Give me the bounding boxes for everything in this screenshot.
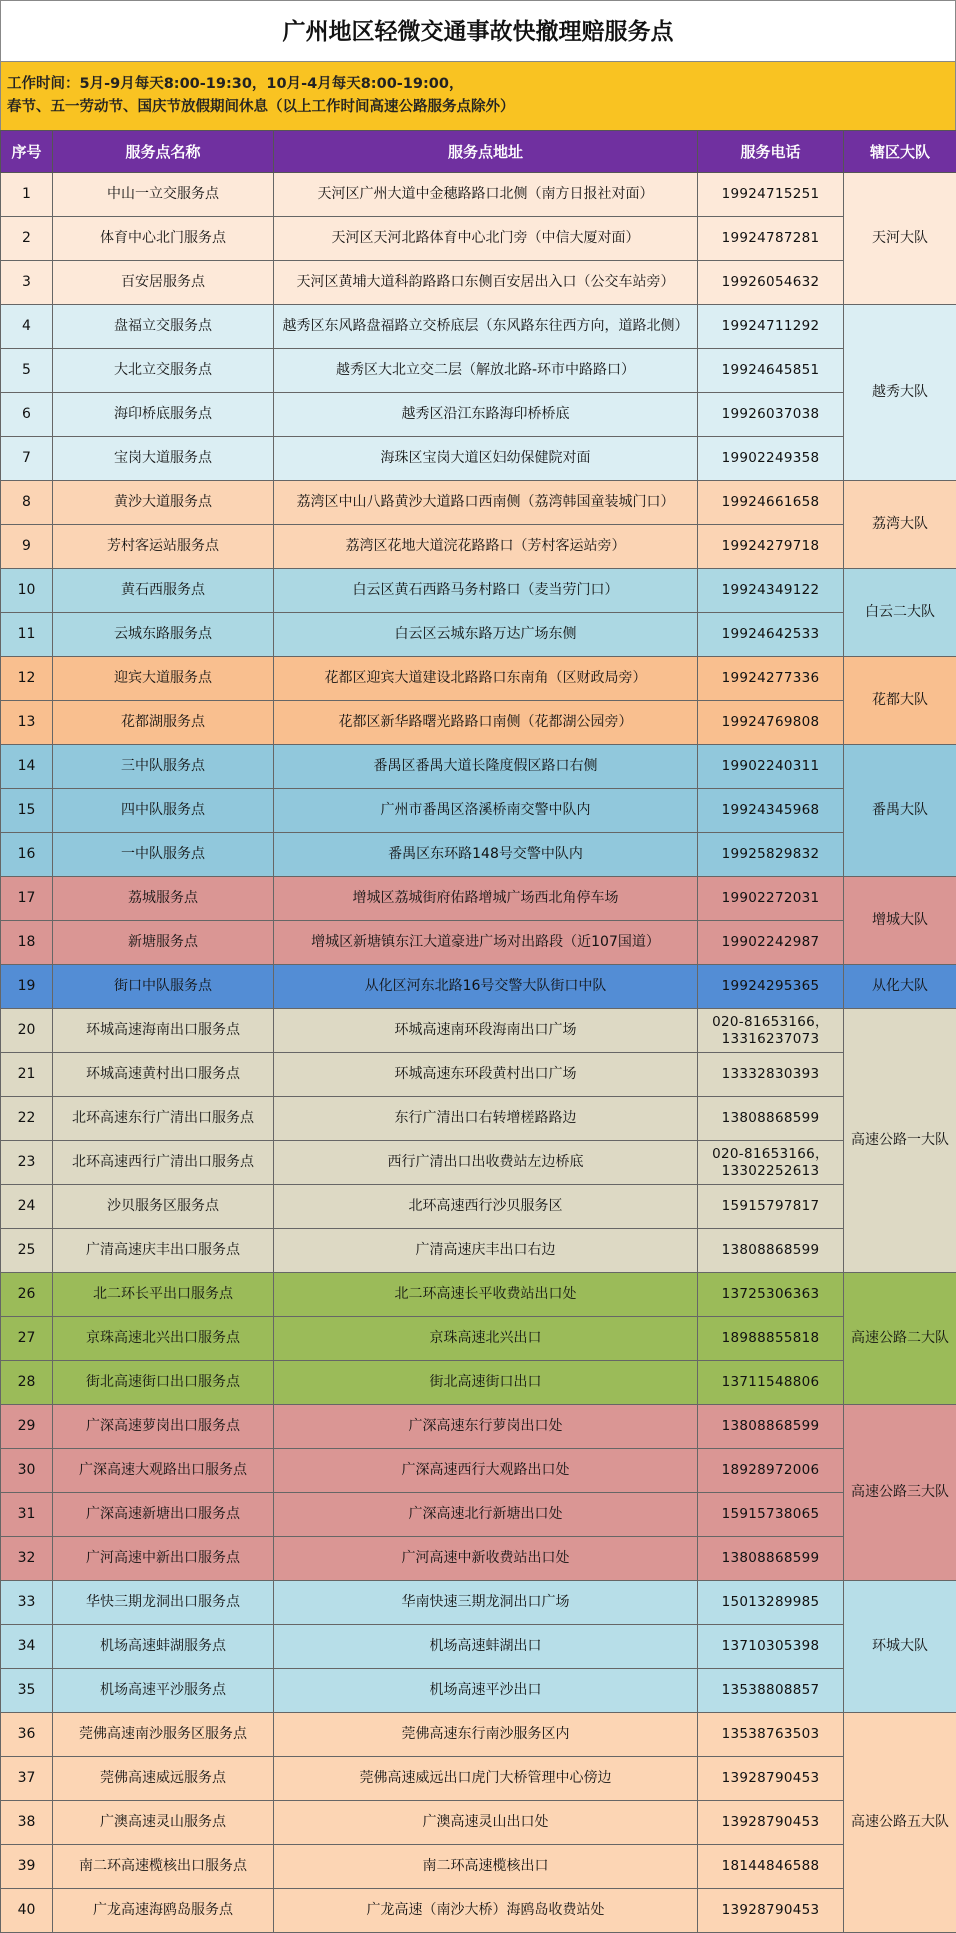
table-row — [1, 481, 956, 525]
service-point-name: 莞佛高速威远服务点 — [53, 1757, 274, 1801]
table-row — [1, 1757, 956, 1801]
table-row — [1, 569, 956, 613]
service-phone: 19902272031 — [698, 877, 844, 921]
service-phone: 19926037038 — [698, 393, 844, 437]
service-phone: 19924277336 — [698, 657, 844, 701]
district-team: 越秀大队 — [844, 305, 956, 481]
row-index: 8 — [1, 481, 53, 525]
row-index: 12 — [1, 657, 53, 701]
table-row — [1, 1009, 956, 1053]
service-point-address: 天河区天河北路体育中心北门旁（中信大厦对面） — [274, 217, 698, 261]
row-index: 16 — [1, 833, 53, 877]
page-title: 广州地区轻微交通事故快撤理赔服务点 — [0, 0, 956, 62]
service-point-address: 海珠区宝岗大道区妇幼保健院对面 — [274, 437, 698, 481]
table-row — [1, 1229, 956, 1273]
district-team: 荔湾大队 — [844, 481, 956, 569]
service-point-address: 机场高速蚌湖出口 — [274, 1625, 698, 1669]
service-phone: 19924349122 — [698, 569, 844, 613]
row-index: 37 — [1, 1757, 53, 1801]
service-point-name: 体育中心北门服务点 — [53, 217, 274, 261]
service-point-name: 宝岗大道服务点 — [53, 437, 274, 481]
service-point-address: 广深高速西行大观路出口处 — [274, 1449, 698, 1493]
district-team: 天河大队 — [844, 173, 956, 305]
row-index: 10 — [1, 569, 53, 613]
service-phone: 13538763503 — [698, 1713, 844, 1757]
row-index: 17 — [1, 877, 53, 921]
row-index: 32 — [1, 1537, 53, 1581]
table-row — [1, 1537, 956, 1581]
service-point-address: 花都区新华路曙光路路口南侧（花都湖公园旁） — [274, 701, 698, 745]
service-phone: 13710305398 — [698, 1625, 844, 1669]
service-point-name: 街北高速街口出口服务点 — [53, 1361, 274, 1405]
table-row — [1, 261, 956, 305]
service-phone: 13808868599 — [698, 1537, 844, 1581]
service-point-name: 一中队服务点 — [53, 833, 274, 877]
row-index: 40 — [1, 1889, 53, 1933]
service-point-name: 莞佛高速南沙服务区服务点 — [53, 1713, 274, 1757]
service-point-name: 盘福立交服务点 — [53, 305, 274, 349]
service-point-name: 北二环长平出口服务点 — [53, 1273, 274, 1317]
table-row — [1, 305, 956, 349]
service-point-name: 中山一立交服务点 — [53, 173, 274, 217]
service-point-address: 莞佛高速东行南沙服务区内 — [274, 1713, 698, 1757]
service-point-name: 四中队服务点 — [53, 789, 274, 833]
table-row — [1, 745, 956, 789]
service-phone: 18144846588 — [698, 1845, 844, 1889]
table-row — [1, 437, 956, 481]
service-point-address: 华南快速三期龙洞出口广场 — [274, 1581, 698, 1625]
district-team: 高速公路二大队 — [844, 1273, 956, 1405]
service-point-address: 番禺区番禺大道长隆度假区路口右侧 — [274, 745, 698, 789]
table-row — [1, 1185, 956, 1229]
service-phone: 19902242987 — [698, 921, 844, 965]
row-index: 21 — [1, 1053, 53, 1097]
service-point-address: 广清高速庆丰出口右边 — [274, 1229, 698, 1273]
service-point-address: 广深高速北行新塘出口处 — [274, 1493, 698, 1537]
service-point-address: 天河区广州大道中金穗路路口北侧（南方日报社对面） — [274, 173, 698, 217]
service-phone: 13711548806 — [698, 1361, 844, 1405]
service-phone: 19924279718 — [698, 525, 844, 569]
service-point-address: 增城区新塘镇东江大道豪进广场对出路段（近107国道） — [274, 921, 698, 965]
header-index: 序号 — [1, 131, 53, 173]
service-phone: 19924661658 — [698, 481, 844, 525]
district-team: 高速公路三大队 — [844, 1405, 956, 1581]
table-row — [1, 1273, 956, 1317]
table-row — [1, 1361, 956, 1405]
row-index: 39 — [1, 1845, 53, 1889]
service-point-address: 街北高速街口出口 — [274, 1361, 698, 1405]
row-index: 4 — [1, 305, 53, 349]
table-row — [1, 1801, 956, 1845]
service-point-address: 广龙高速（南沙大桥）海鸥岛收费站处 — [274, 1889, 698, 1933]
row-index: 3 — [1, 261, 53, 305]
service-phone: 15915738065 — [698, 1493, 844, 1537]
service-phone: 18928972006 — [698, 1449, 844, 1493]
service-phone: 19925829832 — [698, 833, 844, 877]
service-phone: 13808868599 — [698, 1405, 844, 1449]
service-phone: 13725306363 — [698, 1273, 844, 1317]
service-point-name: 黄沙大道服务点 — [53, 481, 274, 525]
table-row — [1, 1405, 956, 1449]
table-row — [1, 1669, 956, 1713]
service-phone: 19924787281 — [698, 217, 844, 261]
service-point-name: 黄石西服务点 — [53, 569, 274, 613]
service-point-name: 北环高速东行广清出口服务点 — [53, 1097, 274, 1141]
service-point-name: 荔城服务点 — [53, 877, 274, 921]
service-point-name: 广清高速庆丰出口服务点 — [53, 1229, 274, 1273]
service-phone: 19924345968 — [698, 789, 844, 833]
row-index: 34 — [1, 1625, 53, 1669]
table-row — [1, 1053, 956, 1097]
service-phone: 13928790453 — [698, 1889, 844, 1933]
table-row — [1, 1097, 956, 1141]
table-row — [1, 1141, 956, 1185]
service-point-address: 越秀区东风路盘福路立交桥底层（东风路东往西方向，道路北侧） — [274, 305, 698, 349]
district-team: 从化大队 — [844, 965, 956, 1009]
working-hours-notice — [0, 62, 956, 130]
service-point-name: 广深高速萝岗出口服务点 — [53, 1405, 274, 1449]
service-phone: 13332830393 — [698, 1053, 844, 1097]
row-index: 26 — [1, 1273, 53, 1317]
service-point-address: 花都区迎宾大道建设北路路口东南角（区财政局旁） — [274, 657, 698, 701]
service-point-address: 番禺区东环路148号交警中队内 — [274, 833, 698, 877]
service-point-address: 环城高速南环段海南出口广场 — [274, 1009, 698, 1053]
service-point-name: 百安居服务点 — [53, 261, 274, 305]
district-team: 花都大队 — [844, 657, 956, 745]
table-row — [1, 877, 956, 921]
service-phone: 13808868599 — [698, 1097, 844, 1141]
service-point-name: 迎宾大道服务点 — [53, 657, 274, 701]
table-row — [1, 525, 956, 569]
table-row — [1, 1845, 956, 1889]
service-point-name: 三中队服务点 — [53, 745, 274, 789]
service-point-name: 北环高速西行广清出口服务点 — [53, 1141, 274, 1185]
service-point-address: 广澳高速灵山出口处 — [274, 1801, 698, 1845]
service-phone: 020-81653166，13316237073 — [698, 1009, 844, 1053]
service-phone: 13808868599 — [698, 1229, 844, 1273]
row-index: 28 — [1, 1361, 53, 1405]
service-point-name: 花都湖服务点 — [53, 701, 274, 745]
service-point-name: 广龙高速海鸥岛服务点 — [53, 1889, 274, 1933]
service-point-address: 广州市番禺区洛溪桥南交警中队内 — [274, 789, 698, 833]
row-index: 19 — [1, 965, 53, 1009]
district-team: 白云二大队 — [844, 569, 956, 657]
header-team: 辖区大队 — [844, 131, 956, 173]
service-point-address: 越秀区沿江东路海印桥桥底 — [274, 393, 698, 437]
table-row — [1, 173, 956, 217]
service-point-name: 海印桥底服务点 — [53, 393, 274, 437]
service-point-name: 云城东路服务点 — [53, 613, 274, 657]
row-index: 23 — [1, 1141, 53, 1185]
row-index: 9 — [1, 525, 53, 569]
header-phone: 服务电话 — [698, 131, 844, 173]
row-index: 35 — [1, 1669, 53, 1713]
row-index: 27 — [1, 1317, 53, 1361]
table-row — [1, 1581, 956, 1625]
service-point-name: 广深高速大观路出口服务点 — [53, 1449, 274, 1493]
service-point-name: 机场高速蚌湖服务点 — [53, 1625, 274, 1669]
row-index: 29 — [1, 1405, 53, 1449]
row-index: 14 — [1, 745, 53, 789]
service-point-address: 广深高速东行萝岗出口处 — [274, 1405, 698, 1449]
service-point-address: 天河区黄埔大道科韵路路口东侧百安居出入口（公交车站旁） — [274, 261, 698, 305]
service-phone: 19924711292 — [698, 305, 844, 349]
service-point-address: 机场高速平沙出口 — [274, 1669, 698, 1713]
table-row — [1, 613, 956, 657]
district-team: 高速公路五大队 — [844, 1713, 956, 1933]
service-point-address: 环城高速东环段黄村出口广场 — [274, 1053, 698, 1097]
row-index: 7 — [1, 437, 53, 481]
service-phone: 19902240311 — [698, 745, 844, 789]
service-point-name: 沙贝服务区服务点 — [53, 1185, 274, 1229]
row-index: 25 — [1, 1229, 53, 1273]
row-index: 24 — [1, 1185, 53, 1229]
row-index: 6 — [1, 393, 53, 437]
table-row — [1, 965, 956, 1009]
table-row — [1, 1493, 956, 1537]
row-index: 38 — [1, 1801, 53, 1845]
service-phone: 13928790453 — [698, 1801, 844, 1845]
table-row — [1, 1889, 956, 1933]
service-point-address: 北二环高速长平收费站出口处 — [274, 1273, 698, 1317]
service-point-address: 白云区云城东路万达广场东侧 — [274, 613, 698, 657]
service-point-table — [0, 130, 956, 1933]
service-phone: 15013289985 — [698, 1581, 844, 1625]
service-point-name: 街口中队服务点 — [53, 965, 274, 1009]
service-phone: 13928790453 — [698, 1757, 844, 1801]
working-hours-line: 工作时间：5月-9月每天8:00-19:30，10月-4月每天8:00-19:00， — [7, 73, 955, 96]
service-point-address: 荔湾区花地大道浣花路路口（芳村客运站旁） — [274, 525, 698, 569]
service-phone: 19924642533 — [698, 613, 844, 657]
service-phone: 18988855818 — [698, 1317, 844, 1361]
header-name: 服务点名称 — [53, 131, 274, 173]
table-row — [1, 1713, 956, 1757]
service-point-address: 南二环高速榄核出口 — [274, 1845, 698, 1889]
header-address: 服务点地址 — [274, 131, 698, 173]
service-phone: 19926054632 — [698, 261, 844, 305]
service-point-address: 白云区黄石西路马务村路口（麦当劳门口） — [274, 569, 698, 613]
service-point-address: 京珠高速北兴出口 — [274, 1317, 698, 1361]
service-point-name: 广河高速中新出口服务点 — [53, 1537, 274, 1581]
district-team: 高速公路一大队 — [844, 1009, 956, 1273]
service-phone: 19902249358 — [698, 437, 844, 481]
service-point-name: 环城高速海南出口服务点 — [53, 1009, 274, 1053]
service-point-address: 西行广清出口出收费站左边桥底 — [274, 1141, 698, 1185]
row-index: 20 — [1, 1009, 53, 1053]
service-point-address: 北环高速西行沙贝服务区 — [274, 1185, 698, 1229]
service-point-name: 京珠高速北兴出口服务点 — [53, 1317, 274, 1361]
service-point-address: 从化区河东北路16号交警大队街口中队 — [274, 965, 698, 1009]
service-point-address: 东行广清出口右转增槎路路边 — [274, 1097, 698, 1141]
row-index: 36 — [1, 1713, 53, 1757]
service-point-address: 增城区荔城街府佑路增城广场西北角停车场 — [274, 877, 698, 921]
row-index: 13 — [1, 701, 53, 745]
service-point-name: 芳村客运站服务点 — [53, 525, 274, 569]
table-row — [1, 789, 956, 833]
table-row — [1, 657, 956, 701]
service-point-name: 机场高速平沙服务点 — [53, 1669, 274, 1713]
service-phone: 19924715251 — [698, 173, 844, 217]
table-row — [1, 393, 956, 437]
table-body — [1, 173, 956, 1933]
holiday-notice-line: 春节、五一劳动节、国庆节放假期间休息（以上工作时间高速公路服务点除外） — [7, 96, 955, 119]
table-row — [1, 349, 956, 393]
service-phone: 15915797817 — [698, 1185, 844, 1229]
table-row — [1, 1625, 956, 1669]
service-phone: 19924769808 — [698, 701, 844, 745]
service-phone: 19924645851 — [698, 349, 844, 393]
district-team: 增城大队 — [844, 877, 956, 965]
table-row — [1, 833, 956, 877]
row-index: 22 — [1, 1097, 53, 1141]
service-point-address: 越秀区大北立交二层（解放北路-环市中路路口） — [274, 349, 698, 393]
table-row — [1, 1317, 956, 1361]
table-row — [1, 701, 956, 745]
service-point-name: 华快三期龙洞出口服务点 — [53, 1581, 274, 1625]
row-index: 2 — [1, 217, 53, 261]
row-index: 33 — [1, 1581, 53, 1625]
row-index: 5 — [1, 349, 53, 393]
row-index: 18 — [1, 921, 53, 965]
service-phone: 020-81653166，13302252613 — [698, 1141, 844, 1185]
service-point-name: 环城高速黄村出口服务点 — [53, 1053, 274, 1097]
service-point-address: 广河高速中新收费站出口处 — [274, 1537, 698, 1581]
table-header-row — [1, 131, 956, 173]
service-point-name: 新塘服务点 — [53, 921, 274, 965]
table-row — [1, 217, 956, 261]
district-team: 环城大队 — [844, 1581, 956, 1713]
table-row — [1, 921, 956, 965]
district-team: 番禺大队 — [844, 745, 956, 877]
row-index: 31 — [1, 1493, 53, 1537]
service-phone: 13538808857 — [698, 1669, 844, 1713]
row-index: 30 — [1, 1449, 53, 1493]
table-row — [1, 1449, 956, 1493]
service-point-address: 荔湾区中山八路黄沙大道路口西南侧（荔湾韩国童装城门口） — [274, 481, 698, 525]
service-point-name: 广深高速新塘出口服务点 — [53, 1493, 274, 1537]
row-index: 1 — [1, 173, 53, 217]
service-point-name: 大北立交服务点 — [53, 349, 274, 393]
service-point-address: 莞佛高速威远出口虎门大桥管理中心傍边 — [274, 1757, 698, 1801]
row-index: 11 — [1, 613, 53, 657]
row-index: 15 — [1, 789, 53, 833]
service-point-name: 南二环高速榄核出口服务点 — [53, 1845, 274, 1889]
service-point-name: 广澳高速灵山服务点 — [53, 1801, 274, 1845]
service-phone: 19924295365 — [698, 965, 844, 1009]
